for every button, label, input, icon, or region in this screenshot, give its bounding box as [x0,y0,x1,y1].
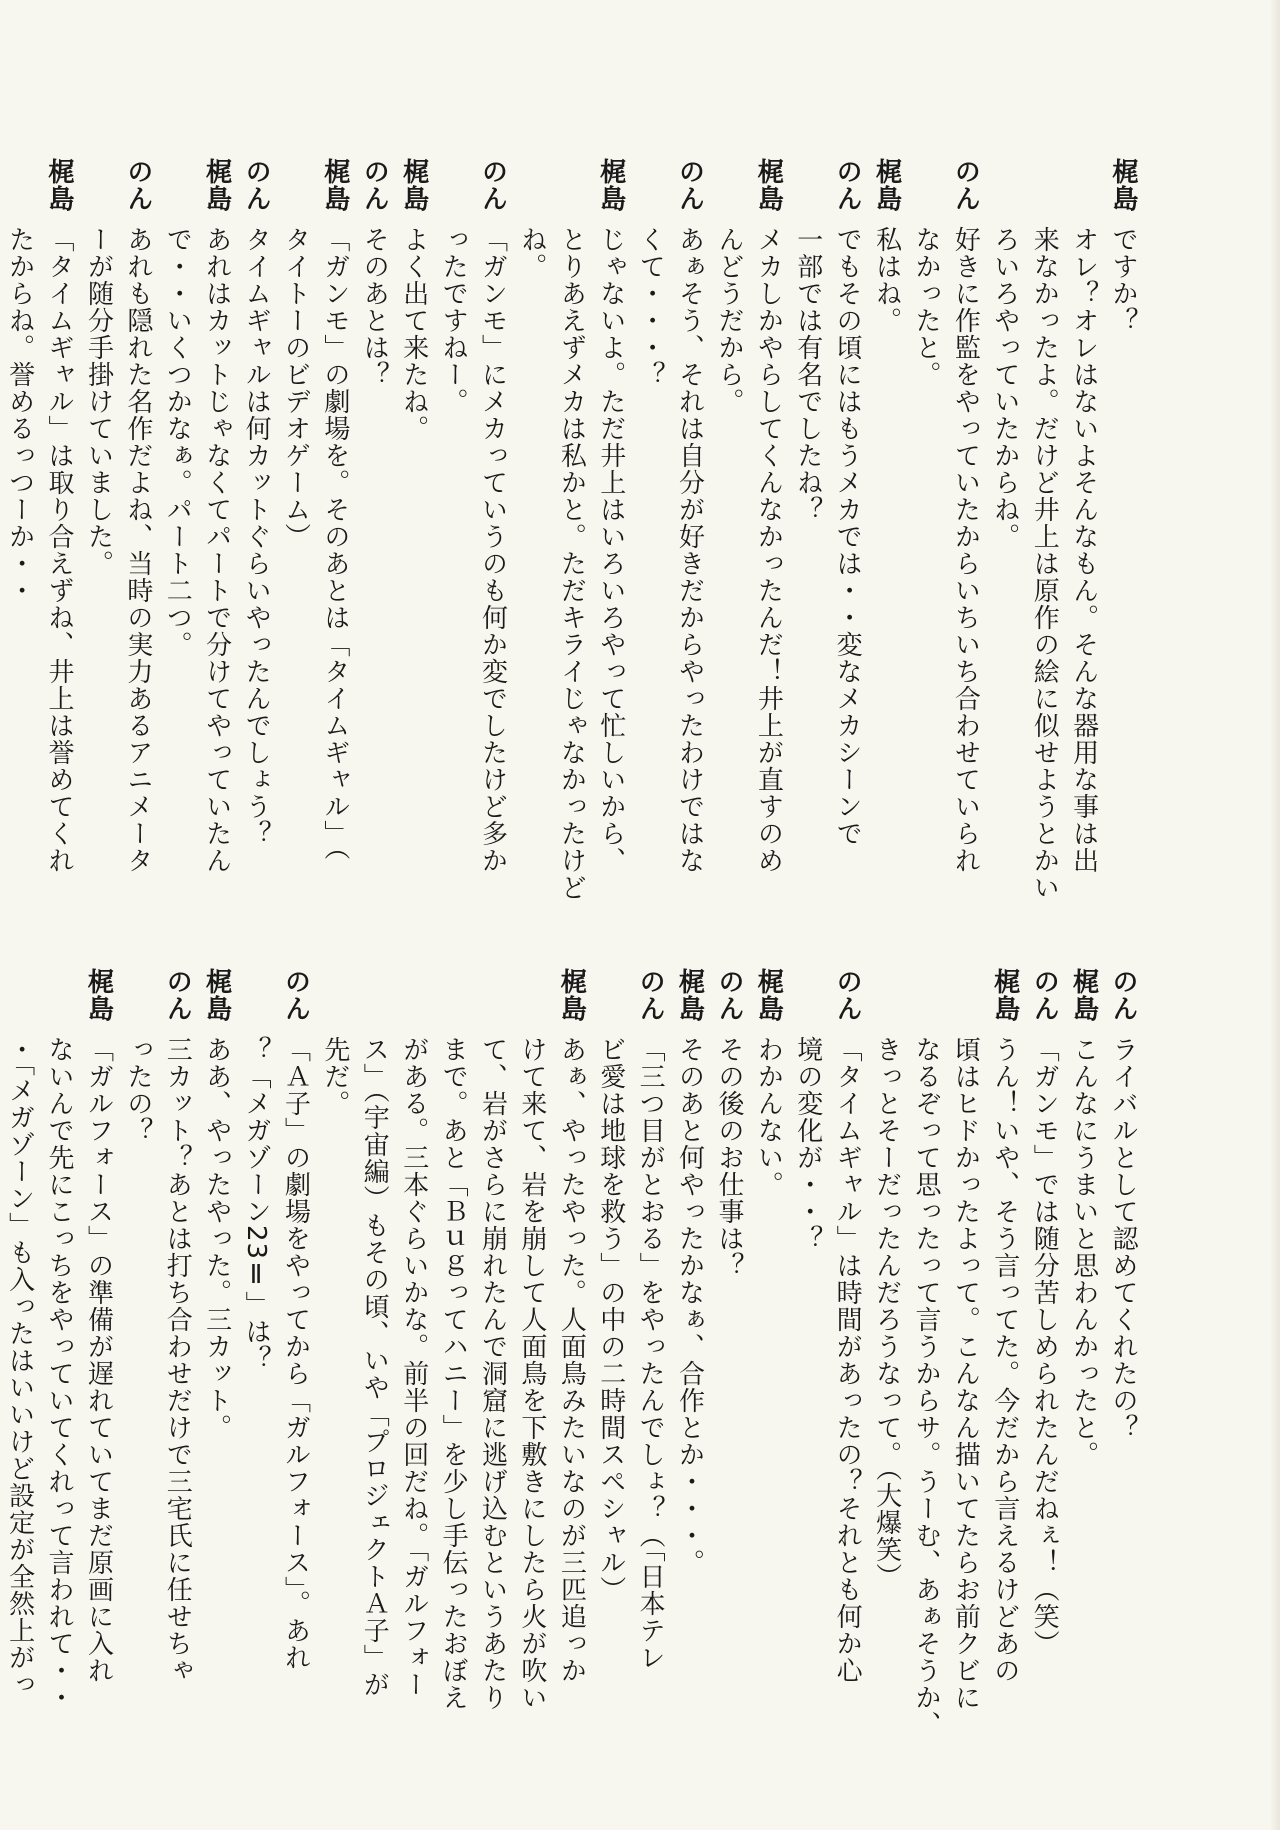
dialogue-text: うん！いや、そう言ってた。今だから言えるけどあの [989,1036,1020,1684]
speaker-name: 梶島 [753,968,784,1022]
dialogue-text: ろいろやっていたからね。 [989,226,1020,550]
dialogue-text: 境の変化が・・？ [792,1036,823,1252]
dialogue-text: ？「メガゾーン23Ⅱ」は？ [241,1036,272,1373]
dialogue-line [0,158,39,978]
dialogue-line [236,158,275,978]
dialogue-line [39,158,78,978]
dialogue-line [630,968,669,1768]
dialogue-text: くて・・・？ [635,226,666,388]
dialogue-text: ったの？ [122,1036,153,1144]
dialogue-line [787,968,826,1768]
dialogue-text: ね。 [516,226,547,280]
dialogue-text: で・・いくつかなぁ。パート二つ。 [162,226,193,658]
bottom-text-block [0,968,1142,1768]
dialogue-text: とりあえずメカは私かと。ただキライじゃなかったけど [556,226,587,901]
speaker-name: 梶島 [201,158,232,212]
speaker-name: 梶島 [871,158,902,212]
dialogue-line [39,968,78,1768]
dialogue-line [157,158,196,978]
dialogue-line [709,158,748,978]
dialogue-text: 三カット？あとは打ち合わせだけで三宅氏に任せちゃ [162,1036,193,1684]
dialogue-line [393,158,432,978]
speaker-name: のん [359,158,390,212]
speaker-name: のん [162,968,193,1022]
dialogue-line [1024,158,1063,978]
dialogue-line [117,968,156,1768]
dialogue-line [906,158,945,978]
dialogue-line [78,968,117,1768]
dialogue-text: その後のお仕事は？ [713,1036,744,1279]
dialogue-line [1024,968,1063,1768]
speaker-name: のん [635,968,666,1022]
speaker-name: のん [832,158,863,212]
dialogue-text: ったですねー。 [438,226,469,415]
dialogue-line [866,158,905,978]
dialogue-line [1103,158,1142,978]
dialogue-text: 「Ａ子」の劇場をやってから「ガルフォース」。あれ [280,1036,311,1671]
speaker-name: のん [713,968,744,1022]
dialogue-line [354,968,393,1768]
dialogue-text: んどうだから。 [713,226,744,415]
dialogue-text: そのあとは？ [359,226,390,388]
dialogue-text: そのあと何やったかなぁ、合作とか・・・。 [674,1036,705,1576]
page-edge [1270,0,1280,1830]
dialogue-line [0,968,39,1768]
dialogue-line [669,158,708,978]
speaker-name: 梶島 [753,158,784,212]
dialogue-text: でもその頃にはもうメカでは・・変なメカシーンで [832,226,863,847]
dialogue-line [590,158,629,978]
speaker-name: 梶島 [201,968,232,1022]
dialogue-line [512,158,551,978]
dialogue-line [472,968,511,1768]
dialogue-text: タイムギャルは何カットぐらいやったんでしょう？ [241,226,272,847]
dialogue-line [1063,968,1102,1768]
dialogue-text: メカしかやらしてくんなかったんだ！井上が直すのめ [753,226,784,874]
dialogue-text: ス」（宇宙編）もその頃、いや「プロジェクトＡ子」が [359,1036,390,1698]
dialogue-line [669,968,708,1768]
speaker-name: 梶島 [989,968,1020,1022]
dialogue-text: あれも隠れた名作だよね、当時の実力あるアニメータ [122,226,153,874]
dialogue-text: 「ガンモ」にメカっていうのも何か変でしたけど多か [477,226,508,874]
dialogue-line [866,968,905,1768]
dialogue-line [1063,158,1102,978]
dialogue-text: 「タイムギャル」は取り合えずね、井上は誉めてくれ [44,226,75,874]
dialogue-text: きっとそーだったんだろうなって。（大爆笑） [871,1036,902,1590]
dialogue-line [472,158,511,978]
dialogue-text: なかったと。 [910,226,941,388]
dialogue-text: ないんで先にこっちをやっていてくれって言われて・・ [44,1036,75,1711]
speaker-name: 梶島 [398,158,429,212]
dialogue-text: あぁ、やったやった。人面鳥みたいなのが三匹追っか [556,1036,587,1684]
speaker-name: 梶島 [83,968,114,1022]
dialogue-text: 私はね。 [871,226,902,334]
dialogue-line [945,158,984,978]
dialogue-line [275,158,314,978]
dialogue-line [78,158,117,978]
speaker-name: 梶島 [674,968,705,1022]
speaker-name: 梶島 [44,158,75,212]
dialogue-text: あれはカットじゃなくてパートで分けてやっていたん [201,226,232,874]
dialogue-text: 「タイムギャル」は時間があったの？それとも何か心 [832,1036,863,1684]
dialogue-text: わかんない。 [753,1036,784,1198]
dialogue-line [275,968,314,1768]
dialogue-line [748,968,787,1768]
dialogue-line [748,158,787,978]
dialogue-text: ライバルとして認めてくれたの？ [1108,1036,1138,1441]
dialogue-line [314,968,353,1768]
speaker-name: のん [477,158,508,212]
dialogue-line [984,158,1023,978]
dialogue-line [236,968,275,1768]
dialogue-line [393,968,432,1768]
speaker-name: 梶島 [1068,968,1099,1022]
dialogue-text: けて来て、岩を崩して人面鳥を下敷きにしたら火が吹い [516,1036,547,1711]
dialogue-text: 「ガルフォース」の準備が遅れていてまだ原画に入れ [83,1036,114,1684]
dialogue-text: たからね。誉めるっつーか・・ [4,226,35,604]
dialogue-text: がある。三本ぐらいかな。前半の回だね。「ガルフォー [398,1036,429,1698]
dialogue-line [551,968,590,1768]
speaker-name: 梶島 [1108,158,1138,212]
dialogue-line [630,158,669,978]
top-text-block [0,158,1142,978]
dialogue-line [196,158,235,978]
dialogue-text: 先だ。 [319,1036,350,1117]
dialogue-line [787,158,826,978]
speaker-name: のん [241,158,272,212]
dialogue-line [827,968,866,1768]
speaker-name: 梶島 [556,968,587,1022]
dialogue-line [157,968,196,1768]
speaker-name: のん [674,158,705,212]
dialogue-line [512,968,551,1768]
dialogue-text: ーが随分手掛けていました。 [83,226,114,577]
speaker-name: のん [1029,968,1060,1022]
dialogue-text: オレ？オレはないよそんなもん。そんな器用な事は出 [1068,226,1099,874]
dialogue-text: じゃないよ。ただ井上はいろいろやって忙しいから、 [595,226,626,874]
dialogue-text: て、岩がさらに崩れたんで洞窟に逃げ込むというあたり [477,1036,508,1711]
dialogue-line [1103,968,1142,1768]
speaker-name: 梶島 [319,158,350,212]
dialogue-line [433,158,472,978]
dialogue-line [984,968,1023,1768]
dialogue-text: 「三つ目がとおる」をやったんでしょ？（「日本テレ [635,1036,666,1671]
dialogue-text: あぁそう、それは自分が好きだからやったわけではな [674,226,705,874]
dialogue-text: ビ愛は地球を救う」の中の二時間スペシャル） [595,1036,626,1603]
dialogue-text: ですか？ [1108,226,1138,334]
dialogue-line [709,968,748,1768]
speaker-name: 梶島 [595,158,626,212]
dialogue-line [827,158,866,978]
dialogue-text: よく出て来たね。 [398,226,429,442]
speaker-name: のん [950,158,981,212]
speaker-name: のん [280,968,311,1022]
dialogue-line [314,158,353,978]
speaker-name: のん [1108,968,1138,1022]
dialogue-text: こんなにうまいと思わんかったと。 [1068,1036,1099,1468]
dialogue-line [906,968,945,1768]
speaker-name: のん [122,158,153,212]
dialogue-line [117,158,156,978]
dialogue-line [196,968,235,1768]
dialogue-line [590,968,629,1768]
dialogue-text: 来なかったよ。だけど井上は原作の絵に似せようとかい [1029,226,1060,901]
dialogue-line [433,968,472,1768]
dialogue-text: まで。あと「Ｂｕｇってハニー」を少し手伝ったおぼえ [438,1036,469,1711]
dialogue-text: なるぞって思ったって言うからサ。うーむ、あぁそうか、 [910,1036,941,1738]
dialogue-text: 頃はヒドかったよって。こんなん描いてたらお前クビに [950,1036,981,1711]
dialogue-line [551,158,590,978]
dialogue-text: ああ、やったやった。三カット。 [201,1036,232,1441]
speaker-name: のん [832,968,863,1022]
dialogue-text: 一部では有名でしたね？ [792,226,823,523]
dialogue-text: 「ガンモ」の劇場を。そのあとは「タイムギャル」（ [319,226,350,861]
dialogue-text: ・「メガゾーン」も入ったはいいけど設定が全然上がっ [4,1036,35,1698]
dialogue-line [354,158,393,978]
dialogue-text: 「ガンモ」では随分苦しめられたんだねぇ！（笑） [1029,1036,1060,1657]
dialogue-line [945,968,984,1768]
dialogue-text: 好きに作監をやっていたからいちいち合わせていられ [950,226,981,874]
dialogue-text: タイトーのビデオゲーム） [280,226,311,550]
